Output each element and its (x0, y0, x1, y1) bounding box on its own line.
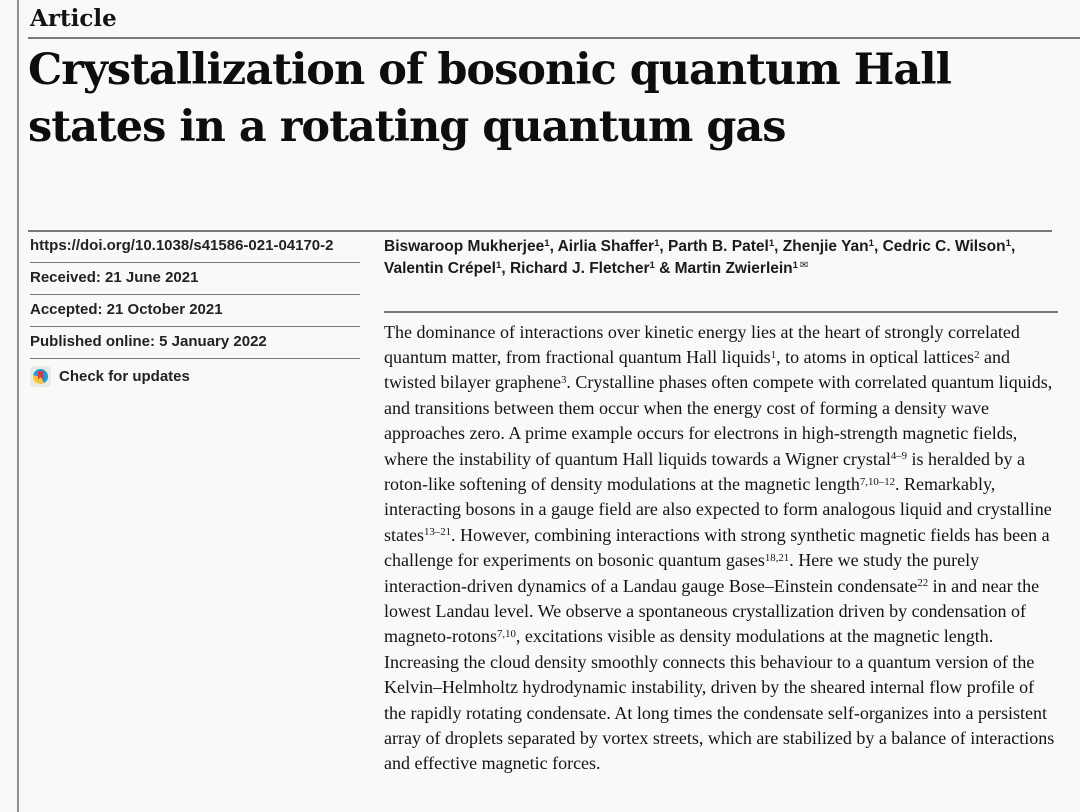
page-left-margin-rule (17, 0, 19, 812)
abstract-text: The dominance of interactions over kinetic energy lies at the heart of strongly correlated quantum matter, from fractional quantum Hall liquids$^1$, to atoms in optical lattices$^2$ and twisted bilayer graphene$^3$. Crystalline phases often compete with correlated quantum liquids, and transitions between them occur when the energy cost of forming a density wave approaches zero. A prime example occurs for electrons in high-strength magnetic fields, where the instability of quantum Hall liquids towards a Wigner crystal$^{4-9}$ is heralded by a roton-like softening of density modulations at the magnetic length$^{7,10-12}$. Remarkably, interacting bosons in a gauge field are also expected to form analogous liquid and crystalline states$^{13-21}$. However, combining interactions with strong synthetic magnetic fields has been a challenge for experiments on bosonic quantum gases$^{18,21}$. Here we study the purely interaction-driven dynamics of a Landau gauge Bose–Einstein condensate$^{22}$ in and near the lowest Landau level. We observe a spontaneous crystallization driven by condensation of magneto-rotons$^{7,10}$, excitations visible as density modulations at the magnetic length. Increasing the cloud density smoothly connects this behaviour to a quantum version of the Kelvin–Helmholtz hydrodynamic instability, driven by the sheared internal flow profile of the rapidly rotating condensate. At long times the condensate self-organizes into a persistent array of droplets separated by vortex streets, which are stabilized by a balance of interactions and effective magnetic forces. (384, 321, 1055, 774)
kicker-divider (28, 37, 1080, 39)
abstract-divider (384, 311, 1058, 313)
author-list: Biswaroop Mukherjee$^1$, Airlia Shaffer$^1$, Parth B. Patel$^1$, Zhenjie Yan$^1$, Cedric C. Wilson$^1$, Valentin Crépel$^1$, Richard J. Fletcher$^1$ & Martin Zwierlein$^1$ ✉ (384, 238, 1016, 277)
article-kicker: Article (30, 5, 117, 32)
email-envelope-icon[interactable]: ✉ (800, 260, 809, 271)
received-date: Received: 21 June 2021 (30, 263, 360, 295)
doi-link[interactable]: https://doi.org/10.1038/s41586-021-04170-2 (30, 231, 360, 263)
page-title (28, 42, 1028, 156)
accepted-date: Accepted: 21 October 2021 (30, 295, 360, 327)
published-date: Published online: 5 January 2022 (30, 327, 360, 359)
title-line-1: Crystallization of bosonic quantum Hall (28, 45, 951, 95)
title-line-2: states in a rotating quantum gas (28, 102, 786, 152)
crossmark-icon (30, 366, 51, 387)
article-body-column (384, 236, 1060, 777)
metadata-column (30, 231, 360, 387)
check-for-updates-button[interactable] (30, 366, 360, 387)
check-for-updates-label: Check for updates (59, 367, 190, 385)
